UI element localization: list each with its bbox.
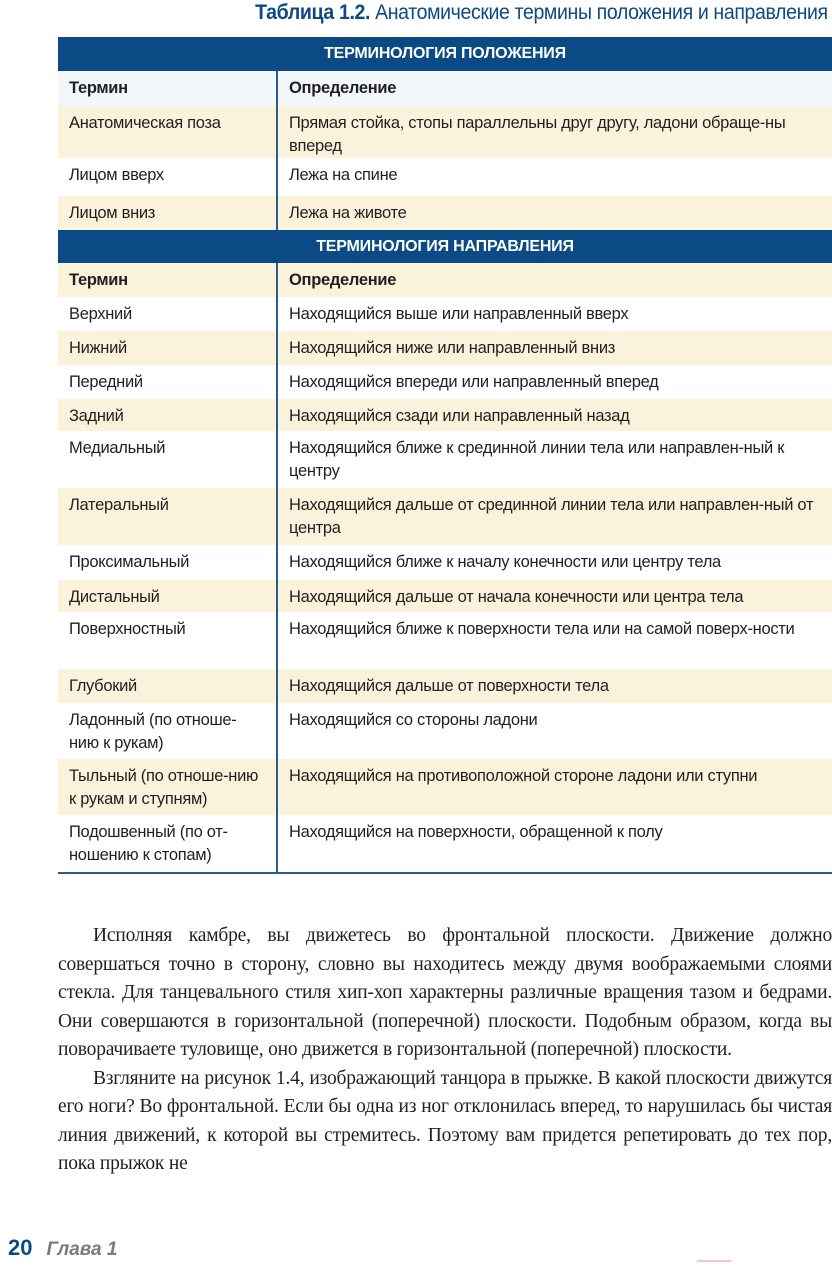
table-row: [58, 297, 832, 331]
definition-cell: Находящийся ближе к началу конечности или центру тела: [289, 553, 721, 571]
table-row: [58, 331, 832, 365]
table-row: [58, 488, 832, 545]
definition-cell: Находящийся ближе к поверхности тела или на самой поверх-ности: [289, 620, 795, 638]
table-row: [58, 580, 832, 612]
table-row: [58, 612, 832, 669]
term-cell: Дистальный: [58, 580, 278, 612]
table-header-row: [58, 263, 832, 297]
definition-cell: Находящийся на поверхности, обращенной к полу: [289, 823, 663, 841]
definition-cell: Находящийся выше или направленный вверх: [289, 305, 629, 323]
term-cell: Поверхностный: [58, 612, 278, 669]
definition-cell: Находящийся дальше от поверхности тела: [289, 677, 609, 695]
table-header-row: [58, 71, 832, 106]
definition-cell: Находящийся впереди или направленный вперед: [289, 373, 659, 391]
chapter-label: Глава 1: [46, 1239, 118, 1260]
term-cell: Передний: [58, 365, 278, 399]
section-band-direction: ТЕРМИНОЛОГИЯ НАПРАВЛЕНИЯ: [58, 230, 832, 263]
term-cell: Латеральный: [58, 488, 278, 545]
table-row: [58, 669, 832, 703]
term-cell: Подошвенный (по от-ношению к стопам): [58, 815, 278, 872]
term-cell: Проксимальный: [58, 545, 278, 580]
term-cell: Верхний: [58, 297, 278, 331]
anatomical-terms-table: [58, 37, 832, 874]
definition-cell: Лежа на спине: [289, 166, 398, 184]
term-cell: Нижний: [58, 331, 278, 365]
term-cell: Лицом вверх: [58, 158, 278, 196]
table-row: [58, 759, 832, 815]
table-row: [58, 158, 832, 196]
column-header-definition: Определение: [289, 79, 397, 97]
paragraph: Исполняя камбре, вы движетесь во фронтальной плоскости. Движение должно совершаться точно в сторону, словно вы находитесь между двумя воображаемыми слоями стекла. Для танцевального стиля хип-хоп характерны различные вращения тазом и бедрами. Они совершаются в горизонтальной (поперечной) плоскости. Подобным образом, когда вы поворачиваете туловище, оно движется в горизонтальной (поперечной) плоскости.: [58, 925, 832, 1060]
definition-cell: Прямая стойка, стопы параллельны друг другу, ладони обраще-ны вперед: [289, 114, 786, 155]
table-row: [58, 703, 832, 759]
definition-cell: Находящийся дальше от начала конечности или центра тела: [289, 588, 744, 606]
table-row: [58, 196, 832, 230]
table-caption: [255, 0, 828, 30]
table-row: [58, 106, 832, 158]
decorative-mark: [697, 1260, 731, 1262]
term-cell: Анатомическая поза: [58, 106, 278, 158]
body-text: [58, 922, 832, 1179]
paragraph: Взгляните на рисунок 1.4, изображающий танцора в прыжке. В какой плоскости движутся его ноги? Во фронтальной. Если бы одна из ног отклонилась вперед, то нарушилась бы чистая линия движений, к которой вы стремитесь. Поэтому вам придется репетировать до тех пор, пока прыжок не: [58, 1067, 832, 1174]
page-number: 20: [8, 1235, 33, 1260]
table-row: [58, 545, 832, 580]
section-band-position: ТЕРМИНОЛОГИЯ ПОЛОЖЕНИЯ: [58, 37, 832, 71]
definition-cell: Находящийся ниже или направленный вниз: [289, 339, 615, 357]
page-footer: [8, 1234, 117, 1262]
table-row: [58, 815, 832, 872]
table-row: [58, 431, 832, 488]
column-header-term: Термин: [58, 263, 278, 297]
column-header-term: Термин: [58, 71, 278, 106]
definition-cell: Находящийся дальше от срединной линии тела или направлен-ный от центра: [289, 496, 814, 537]
term-cell: Медиальный: [58, 431, 278, 488]
table-number: Таблица 1.2.: [255, 1, 371, 24]
table-row: [58, 399, 832, 431]
table-title: Анатомические термины положения и направления: [370, 1, 828, 24]
table-row: [58, 365, 832, 399]
term-cell: Глубокий: [58, 669, 278, 703]
column-header-definition: Определение: [289, 271, 397, 289]
definition-cell: Находящийся со стороны ладони: [289, 711, 538, 729]
definition-cell: Находящийся на противоположной стороне ладони или ступни: [289, 767, 758, 785]
definition-cell: Лежа на животе: [289, 204, 407, 222]
definition-cell: Находящийся сзади или направленный назад: [289, 407, 630, 425]
definition-cell: Находящийся ближе к срединной линии тела или направлен-ный к центру: [289, 439, 785, 480]
term-cell: Ладонный (по отноше-нию к рукам): [58, 703, 278, 759]
term-cell: Задний: [58, 399, 278, 431]
term-cell: Лицом вниз: [58, 196, 278, 230]
term-cell: Тыльный (по отноше-нию к рукам и ступням): [58, 759, 278, 815]
